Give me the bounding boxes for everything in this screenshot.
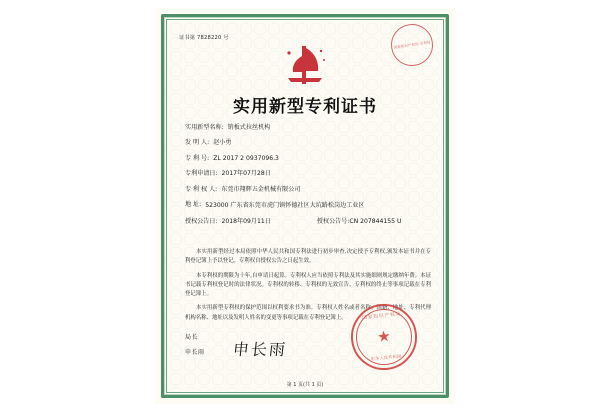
field-label: 地 址:: [185, 201, 202, 209]
field-label: 发 明 人:: [185, 139, 210, 147]
handwritten-signature: 申长雨: [231, 340, 288, 359]
field-row-address: [185, 201, 433, 210]
field-value: 东莞市翔辉五金机械有限公司: [221, 185, 301, 193]
patent-office-logo: [155, 44, 455, 88]
body-paragraph-3: 本实用新型专利权的保护范围以权利要求书为准。专利权人姓名或者名称、国籍、地址、专利代理机构名称、地址以及发明人姓名的变更等事项记载在专利登记簿上。: [185, 305, 431, 321]
field-row-patentee: [185, 186, 433, 194]
field-value: ZL 2017 2 0937096.3: [213, 154, 279, 162]
field-row-patent-number: [185, 155, 433, 163]
field-label: 专利申请日:: [185, 170, 218, 178]
top-seal-label: 国家知识产权局 专利局: [393, 40, 431, 50]
field-list: [185, 124, 433, 233]
field-value: 523000 广东省东莞市虎门镇怀德社区大坑路松岗边工业区: [205, 202, 365, 210]
grant-publication-value: CN 207844155 U: [349, 218, 402, 226]
grant-date-value: 2018年09月11日: [221, 218, 271, 226]
grant-date-label: 授权公告日:: [185, 218, 218, 226]
field-value: 2017年07月28日: [221, 170, 271, 178]
certificate-number: 证书第 7828220 号: [179, 35, 229, 41]
page-title: 实用新型专利证书: [233, 97, 377, 117]
seal-bottom-text: 中华人民共和国: [370, 353, 402, 362]
sail-logo-icon: [282, 44, 328, 88]
director-title-label: 局长: [185, 334, 199, 341]
field-row-inventor: [185, 139, 433, 147]
body-paragraph-1: 本实用新型经过本局依照中华人民共和国专利法进行初步审查,决定授予专利权,颁发本证书并在专利登记簿上予以登记。专利权自授权公告之日起生效。: [185, 249, 431, 265]
field-row-name: [185, 124, 433, 132]
field-row-grant: [185, 218, 433, 226]
page-footer: 第 1 页(共 1 页): [286, 382, 324, 388]
grant-publication-label: 授权公告号:: [316, 218, 350, 226]
field-label: 专 利 号:: [185, 154, 210, 162]
director-name-label: 申长雨: [185, 349, 205, 356]
body-paragraph-2: 本专利权的期限为十年,自申请日起算。专利权人应当依照专利法及其实施细则规定缴纳年费。本证书记载专利权登记时的法律状况。专利权的转移、专利权的无效宣告、专利权的终止等事项记载在专利登记簿上。: [185, 272, 431, 298]
seal-star-icon: ★: [376, 326, 392, 347]
field-value: 销板式拉丝机构: [227, 124, 271, 131]
field-value: 赵小勇: [213, 139, 232, 147]
patent-certificate: [155, 8, 455, 404]
field-row-application-date: [185, 170, 433, 178]
field-label: 实用新型名称:: [185, 124, 224, 131]
seal-top-text: 国家知识产权局: [362, 312, 402, 322]
signature-block: [185, 332, 205, 362]
field-label: 专 利 权 人:: [185, 185, 218, 193]
